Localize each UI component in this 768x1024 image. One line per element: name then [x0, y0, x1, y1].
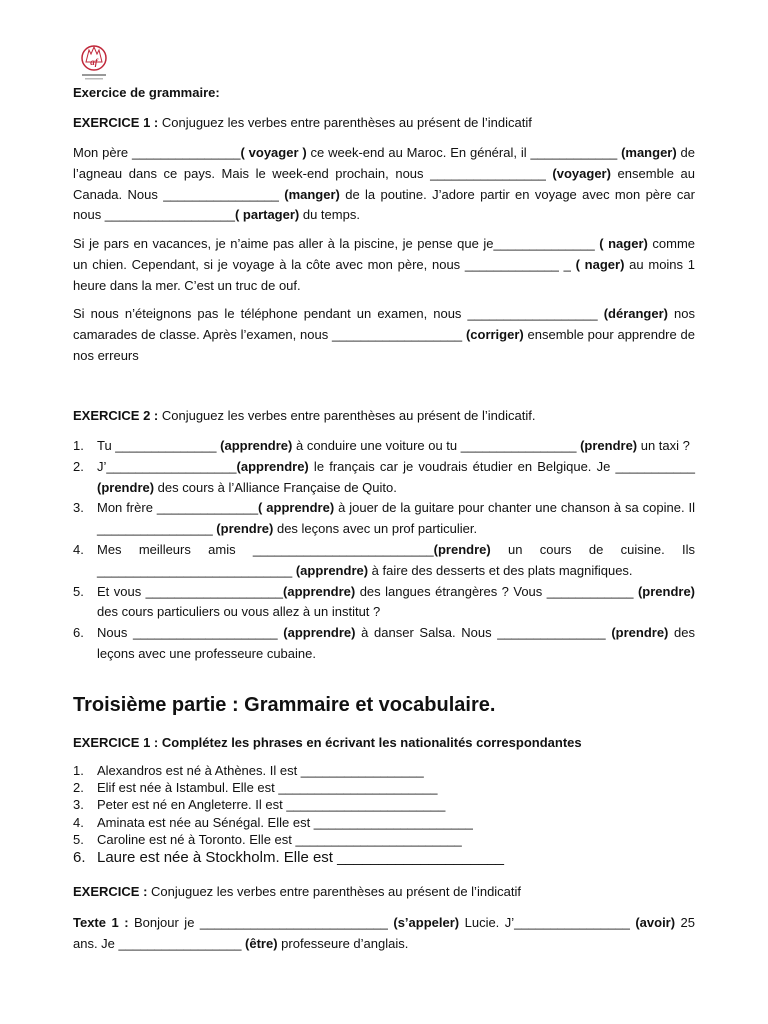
nationality-list: [73, 762, 695, 868]
nationality-sentence: Caroline est né à Toronto. Elle est _______________________: [97, 831, 462, 847]
ex2-item-text: des leçons avec un prof particulier.: [273, 521, 478, 537]
part3-ex-label: EXERCICE :: [73, 884, 148, 899]
ex1-header: [73, 115, 695, 130]
list-number: 3.: [73, 500, 84, 516]
ex2-item-text: des cours à l’Alliance Française de Quito.: [154, 479, 397, 495]
texte-1-verb: (s’appeler): [393, 915, 460, 930]
ex2-item-verb: (apprendre): [220, 438, 293, 453]
ex2-item-verb: (prendre): [433, 541, 491, 557]
ex2-instruction: Conjuguez les verbes entre parenthèses au présent de l’indicatif.: [158, 408, 536, 423]
ex1-p2-text: Si je pars en vacances, je n’aime pas aller à la piscine, je pense que je______________: [73, 236, 600, 251]
ex2-item: [73, 540, 695, 582]
ex2-item-text: J’__________________: [97, 458, 237, 474]
ex1-p1-text: du temps.: [299, 207, 360, 223]
nationality-sentence: Peter est né en Angleterre. Il est ______________________: [97, 797, 446, 813]
ex2-item: [73, 623, 695, 665]
ex2-item-text: Mes meilleurs amis _________________________: [97, 541, 434, 557]
ex2-item-verb: (prendre): [611, 625, 669, 641]
part3-ex-header: [73, 884, 695, 899]
ex2-item-text: Tu ______________: [97, 438, 221, 453]
nationality-item: [73, 779, 695, 796]
texte-1-text: professeure d’anglais.: [277, 935, 409, 951]
ex1-p3-text: nos camarades de classe. Après l’examen, nous __________________: [73, 306, 695, 342]
nationality-sentence: Elif est née à Istambul. Elle est ______________________: [97, 780, 438, 796]
ex1-p2-text: au moins 1 heure dans la mer. C’est un truc de ouf.: [73, 256, 696, 293]
nationality-item: [73, 796, 695, 813]
ex1-p2-verb: ( nager): [575, 256, 625, 272]
nationality-item: [73, 831, 695, 848]
texte-1-verb: (être): [245, 935, 278, 951]
ex1-p3-text: ensemble pour apprendre de nos erreurs: [73, 326, 695, 363]
ex1-p1-verb: (manger): [284, 186, 340, 202]
ex1-p3-text: Si nous n’éteignons pas le téléphone pendant un examen, nous __________________: [73, 306, 604, 321]
ex1-p1-text: de la poutine. J’adore partir en voyage avec mon père car nous __________________: [73, 186, 695, 223]
ex1-paragraph-1: [73, 143, 695, 226]
list-number: 2.: [73, 458, 84, 474]
ex2-item: [73, 582, 695, 624]
texte-1-text: Bonjour je __________________________: [128, 915, 394, 930]
texte-1-text: 25 ans. Je _________________: [73, 915, 696, 951]
list-number: 4.: [73, 541, 84, 557]
ex2-item-text: Et vous ___________________: [97, 583, 284, 599]
worksheet-heading: Exercice de grammaire:: [73, 85, 220, 100]
ex2-item-text: des langues étrangères ? Vous ____________: [355, 583, 638, 599]
ex1-p2-text: comme un chien. Cependant, si je voyage à la côte avec mon père, nous _____________ _: [73, 236, 696, 272]
ex2-item-text: un taxi ?: [637, 438, 690, 453]
ex2-item-text: des cours particuliers ou vous allez à un institut ?: [97, 604, 381, 620]
list-number: 6.: [73, 625, 84, 641]
list-number: 5.: [73, 831, 84, 847]
texte-1-label: Texte 1 :: [73, 915, 129, 930]
ex1-p1-text: ce week-end au Maroc. En général, il ____________: [306, 145, 622, 160]
ex1-p1-verb: (manger): [621, 145, 677, 160]
ex2-item-text: à faire des desserts et des plats magnifiques.: [368, 562, 633, 578]
ex2-item-verb: (apprendre): [283, 583, 356, 599]
ex2-item-verb: (prendre): [97, 479, 155, 495]
nationality-sentence: Laure est née à Stockholm. Elle est ____________________: [97, 849, 504, 867]
list-number: 4.: [73, 814, 84, 830]
ex2-item-text: Mon frère ______________: [97, 500, 259, 516]
ex1-p1-text: ensemble au Canada. Nous ________________: [73, 165, 695, 202]
ex1-instruction: Conjuguez les verbes entre parenthèses au présent de l’indicatif: [158, 115, 532, 130]
ex1-p1-verb: ( voyager ): [240, 145, 307, 160]
nationality-item: [73, 762, 695, 779]
nationality-sentence: Alexandros est né à Athènes. Il est _________________: [97, 763, 424, 778]
ex2-item-verb: (prendre): [637, 583, 695, 599]
texte-1: [73, 913, 695, 955]
list-number: 3.: [73, 797, 84, 813]
ex2-item: [73, 457, 695, 499]
ex2-item-text: le français car je voudrais étudier en Belgique. Je ___________: [308, 458, 695, 474]
ex1-p3-verb: (déranger): [603, 306, 668, 321]
ex2-item-verb: (prendre): [216, 521, 274, 537]
texte-1-text: Lucie. J’________________: [459, 915, 636, 930]
list-number: 1.: [73, 438, 84, 453]
ex2-label: EXERCICE 2 :: [73, 408, 159, 423]
nationality-sentence: Aminata est née au Sénégal. Elle est ______________________: [97, 814, 473, 830]
list-number: 5.: [73, 583, 84, 599]
ex2-item-text: un cours de cuisine. Ils ___________________________: [97, 541, 695, 578]
ex1-p1-text: de l’agneau dans ce pays. Mais le week-end prochain, nous ________________: [73, 145, 695, 181]
ex1-p1-verb: ( partager): [234, 207, 300, 223]
ex2-item-verb: (apprendre): [295, 562, 369, 578]
ex1-p1-verb: (voyager): [552, 165, 611, 181]
ex2-header: [73, 408, 695, 423]
ex2-item: [73, 498, 695, 540]
ex1-paragraph-2: [73, 234, 695, 296]
alliance-francaise-logo: [77, 44, 111, 82]
ex2-item-verb: (apprendre): [283, 625, 356, 641]
ex2-item-text: à conduire une voiture ou tu ________________: [292, 438, 581, 453]
ex2-item-verb: ( apprendre): [258, 500, 335, 516]
part3-ex1-label: EXERCICE 1 : Complétez les phrases en écrivant les nationalités correspondantes: [73, 735, 582, 750]
nationality-item: [73, 814, 695, 831]
texte-1-verb: (avoir): [635, 915, 676, 930]
ex2-item-text: des leçons avec une professeure cubaine.: [97, 625, 696, 661]
part3-title: Troisième partie : Grammaire et vocabulaire.: [73, 694, 496, 716]
logo-text: af: [90, 57, 98, 67]
ex2-item-text: à jouer de la guitare pour chanter une chanson à sa copine. Il ________________: [97, 500, 695, 537]
ex1-label: EXERCICE 1 :: [73, 115, 159, 130]
ex2-item-text: Nous ____________________: [97, 625, 284, 641]
ex1-p3-verb: (corriger): [465, 326, 524, 342]
ex2-item-verb: (apprendre): [236, 458, 309, 474]
list-number: 1.: [73, 763, 84, 778]
ex2-item-verb: (prendre): [580, 438, 638, 453]
ex2-item: [73, 436, 695, 457]
ex1-paragraph-3: [73, 304, 695, 366]
list-number: 6.: [73, 849, 86, 867]
part3-ex-instruction: Conjuguez les verbes entre parenthèses au présent de l’indicatif: [147, 884, 522, 899]
list-number: 2.: [73, 780, 84, 796]
nationality-item: [73, 848, 695, 868]
ex1-p1-text: Mon père _______________: [73, 145, 241, 160]
ex2-list: [73, 436, 695, 665]
ex2-item-text: à danser Salsa. Nous _______________: [355, 625, 612, 641]
ex1-p2-verb: ( nager): [599, 236, 648, 251]
